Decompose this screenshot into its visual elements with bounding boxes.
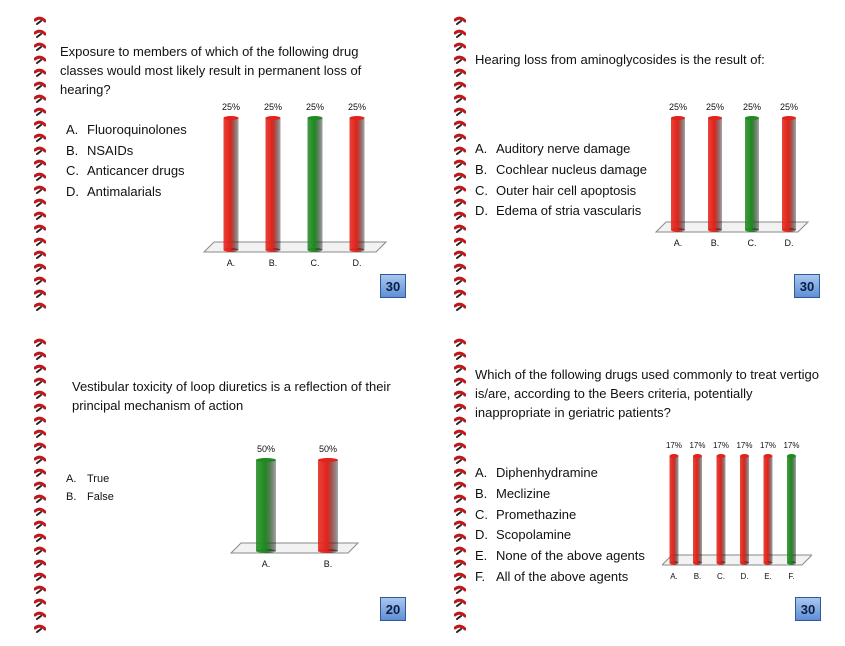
bar-value-label: 17% [689,441,706,450]
binding-ring [455,161,465,167]
binding-ring [35,44,45,50]
binding-ring [35,509,45,515]
chart-bar [740,454,749,565]
binding-ring [455,70,465,76]
spiral-binding [454,14,466,314]
option-b[interactable]: B. NSAIDs [66,141,187,162]
binding-ring [35,470,45,476]
chart-bar [745,116,759,232]
category-label: C. [747,238,757,248]
binding-ring [35,483,45,489]
option-label: False [87,491,114,503]
option-b[interactable]: B. False [66,488,114,506]
binding-ring [35,418,45,424]
chart-bar [764,454,773,565]
binding-ring [455,496,465,502]
category-label: B. [268,258,278,268]
category-label: A. [670,572,678,581]
option-d[interactable]: D. Antimalarials [66,182,187,203]
binding-ring [455,587,465,593]
binding-ring [455,174,465,180]
binding-ring [35,135,45,141]
binding-ring [455,96,465,102]
response-chart [200,98,390,278]
binding-ring [35,174,45,180]
chart-bar [318,458,338,553]
chart-bar [717,454,726,565]
category-label: B. [710,238,720,248]
bar-value-label: 25% [305,102,325,112]
binding-ring [455,291,465,297]
bar-value-label: 17% [759,441,777,450]
binding-ring [455,574,465,580]
binding-ring [455,18,465,24]
option-label: Edema of stria vascularis [496,203,642,219]
binding-ring [35,239,45,245]
binding-ring [35,200,45,206]
option-label: Cochlear nucleus damage [496,161,648,177]
option-label: Scopolamine [496,527,572,543]
binding-ring [35,548,45,554]
binding-ring [455,304,465,310]
category-label: D. [352,258,362,268]
option-label: Diphenhydramine [496,465,598,480]
option-b[interactable]: B. Cochlear nucleus damage [475,160,647,181]
bar-value-label: 25% [221,102,241,112]
category-label: D. [784,238,794,248]
response-chart [225,438,365,578]
binding-ring [35,392,45,398]
option-label: Outer hair cell apoptosis [496,182,637,198]
binding-ring [35,496,45,502]
binding-ring [455,548,465,554]
chart-floor [231,543,358,553]
category-label: B. [323,559,333,569]
binding-ring [455,200,465,206]
option-a[interactable]: A. True [66,470,114,488]
option-e[interactable]: E. None of the above agents [475,546,645,567]
binding-ring [35,561,45,567]
binding-ring [455,457,465,463]
binding-ring [455,135,465,141]
category-label: D. [740,572,749,581]
binding-ring [455,431,465,437]
binding-ring [455,109,465,115]
option-d[interactable]: D. Scopolamine [475,525,645,546]
answer-options [66,120,187,202]
bar-value-label: 50% [256,444,276,454]
binding-ring [455,31,465,37]
option-f[interactable]: F. All of the above agents [475,567,645,588]
slide-2 [420,8,830,318]
binding-ring [455,600,465,606]
category-label: B. [693,572,702,581]
binding-ring [455,226,465,232]
countdown-timer: 30 [380,274,406,298]
binding-ring [455,340,465,346]
slide-3 [0,330,410,640]
question-text: Vestibular toxicity of loop diuretics is a reflection of their principal mechanism of action [72,379,391,413]
binding-ring [455,561,465,567]
binding-ring [455,483,465,489]
chart-bar [308,116,323,252]
binding-ring [455,57,465,63]
binding-ring [35,522,45,528]
binding-ring [455,405,465,411]
answer-options [475,463,645,588]
category-label: A. [673,238,683,248]
bar-value-label: 25% [742,102,762,112]
binding-ring [35,31,45,37]
chart-bar [787,454,796,565]
chart-bar [350,116,365,252]
binding-ring [455,265,465,271]
category-label: C. [310,258,320,268]
binding-ring [35,83,45,89]
bar-value-label: 25% [347,102,367,112]
binding-ring [35,304,45,310]
bar-value-label: 25% [668,102,688,112]
option-label: All of the above agents [496,568,629,584]
binding-ring [455,626,465,632]
chart-bar [782,116,796,232]
binding-ring [455,509,465,515]
binding-ring [35,405,45,411]
binding-ring [455,392,465,398]
slide-4 [420,330,830,640]
category-label: E. [764,572,772,581]
binding-ring [455,535,465,541]
binding-ring [35,535,45,541]
option-a[interactable]: A. Auditory nerve damage [475,139,647,160]
option-c[interactable]: C. Anticancer drugs [66,161,187,182]
binding-ring [35,148,45,154]
binding-ring [35,574,45,580]
option-label: Antimalarials [87,183,162,199]
binding-ring [35,226,45,232]
chart-bar [256,458,276,553]
answer-options [475,139,647,222]
binding-ring [35,278,45,284]
option-label: Fluoroquinolones [87,122,187,137]
bar-value-label: 50% [318,444,338,454]
binding-ring [455,470,465,476]
binding-ring [35,431,45,437]
binding-ring [35,265,45,271]
question-text: Which of the following drugs used commonly to treat vertigo is/are, according to the Beers criteria, potentially inappropriate in geriatric patients? [475,367,819,420]
binding-ring [35,366,45,372]
countdown-timer: 20 [380,597,406,621]
binding-ring [35,340,45,346]
option-d[interactable]: D. Edema of stria vascularis [475,201,647,222]
option-label: Anticancer drugs [87,163,185,178]
response-chart [652,98,817,258]
option-label: Promethazine [496,506,577,522]
binding-ring [35,18,45,24]
binding-ring [455,379,465,385]
binding-ring [35,96,45,102]
chart-bar [670,454,679,565]
binding-ring [35,161,45,167]
binding-ring [35,70,45,76]
chart-bar [693,454,702,565]
category-label: A. [226,258,236,268]
binding-ring [455,278,465,284]
bar-value-label: 25% [263,102,283,112]
bar-value-label: 17% [783,441,800,450]
binding-ring [35,353,45,359]
bar-value-label: 17% [665,441,683,450]
response-chart [662,436,812,586]
option-label: Meclizine [496,485,551,501]
binding-ring [35,122,45,128]
question-text: Exposure to members of which of the following drug classes would most likely result in permanent loss of hearing? [60,44,362,97]
chart-bar [266,116,281,252]
binding-ring [455,252,465,258]
option-label: True [87,473,110,485]
bar-value-label: 25% [705,102,725,112]
binding-ring [35,291,45,297]
binding-ring [35,109,45,115]
binding-ring [455,239,465,245]
option-a[interactable]: A. Diphenhydramine [475,463,645,484]
chart-bar [224,116,239,252]
spiral-binding [454,336,466,636]
binding-ring [35,252,45,258]
binding-ring [455,353,465,359]
binding-ring [455,83,465,89]
binding-ring [455,522,465,528]
binding-ring [35,626,45,632]
binding-ring [35,444,45,450]
category-label: F. [788,572,795,581]
option-label: Auditory nerve damage [496,141,631,156]
spiral-binding [34,336,46,636]
binding-ring [455,213,465,219]
countdown-timer: 30 [795,597,821,621]
binding-ring [455,444,465,450]
binding-ring [35,613,45,619]
category-label: A. [261,559,271,569]
binding-ring [455,187,465,193]
chart-bar [708,116,722,232]
option-b[interactable]: B. Meclizine [475,484,645,505]
binding-ring [35,57,45,63]
binding-ring [455,613,465,619]
binding-ring [455,122,465,128]
option-a[interactable]: A. Fluoroquinolones [66,120,187,141]
chart-bar [671,116,685,232]
binding-ring [35,587,45,593]
bar-value-label: 17% [712,441,730,450]
binding-ring [35,187,45,193]
binding-ring [35,457,45,463]
binding-ring [35,379,45,385]
option-label: NSAIDs [87,142,134,158]
countdown-timer: 30 [794,274,820,298]
question-text: Hearing loss from aminoglycosides is the result of: [475,52,765,67]
category-label: C. [717,572,725,581]
bar-value-label: 25% [779,102,799,112]
answer-options [66,470,114,506]
binding-ring [35,600,45,606]
binding-ring [455,418,465,424]
binding-ring [455,366,465,372]
bar-value-label: 17% [736,441,753,450]
binding-ring [455,148,465,154]
spiral-binding [34,14,46,314]
option-c[interactable]: C. Outer hair cell apoptosis [475,181,647,202]
binding-ring [455,44,465,50]
slide-1 [0,8,410,318]
option-label: None of the above agents [496,548,645,564]
binding-ring [35,213,45,219]
option-c[interactable]: C. Promethazine [475,505,645,526]
